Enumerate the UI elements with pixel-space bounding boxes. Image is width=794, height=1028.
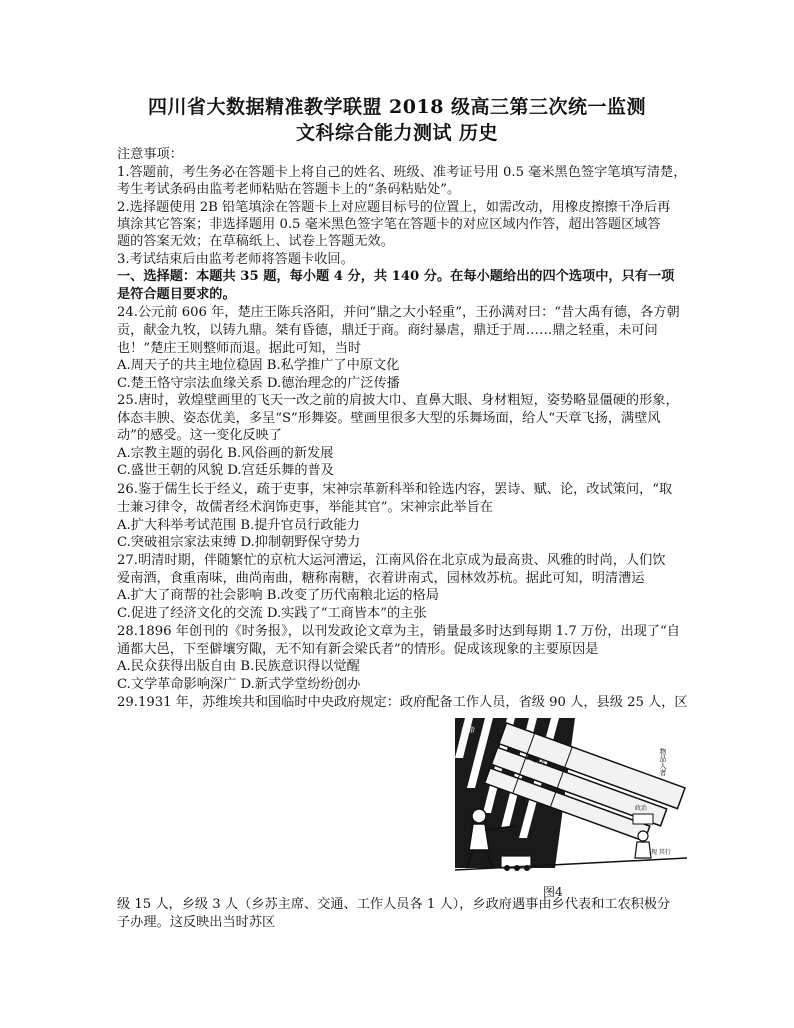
label-right-bottom: 现 其行 (651, 849, 671, 856)
exam-page: 四川省大数据精准教学联盟 2018 级高三第三次统一监测 文科综合能力测试 历史 注意事项： 1.答题前，考生务必在答题卡上将自己的姓名、班级、准考证号用 0.5 毫米黑色签字笔填写清楚， 考生考试条码由监考老师粘贴在答题卡上的“条码粘贴处”。 2.选择题使用 2B 铅笔填涂在答题卡上对应题目标号的位置上，如需改动，用橡皮擦擦干净后再 填涂其它答案；非选择题用 0.5 毫米黑色签字笔在答题卡的对应区域内作答，超出答题区域答 题的答案无效；在草稿纸上、试卷上答题无效。 3.考试结束后由监考老师将答题卡收回。 一、选择题：本题共 35 题，每小题 4 分，共 140 分。在每小题给出的四个选项中，只有一项 是符合题目要求的。 24.公元前 606 年，楚庄王陈兵洛阳，并问“鼎之大小轻重”，王孙满对曰：“昔大禹有德，各方朝 贡，献金九牧，以铸九鼎。桀有昏德，鼎迁于商。商纣暴虐，鼎迁于周……鼎之轻重，未可问 也！”楚庄王则整师而退。据此可知，当时 A.周天子的共主地位稳固 B.私学推广了中原文化 C.楚王恪守宗法血缘关系 D.德治理念的广泛传播 25.唐时，敦煌壁画里的飞天一改之前的肩披大巾、直鼻大眼、身材粗短，姿势略显僵硬的形象， 体态丰腴、姿态优美，多呈“S”形舞姿。壁画里很多大型的乐舞场面，给人“天章飞扬，满壁风 动”的感受。这一变化反映了 A.宗教主题的弱化 B.风俗画的新发展 C.盛世王朝的风貌 D.宫廷乐舞的普及 26.鉴于儒生长于经义，疏于吏事，宋神宗革新科举和铨选内容，罢诗、赋、论，改试策问，“取 士兼习律令，故儒者经术润饰吏事，举能其官”。宋神宗此举旨在 A.扩大科举考试范围 B.提升官员行政能力 C.突破祖宗家法束缚 D.抑制朝野保守势力 27.明清时期，伴随繁忙的京杭大运河漕运，江南风俗在北京成为最高贵、风雅的时尚，人们饮 爱南酒，食重南味，曲尚南曲，糖称南糖，衣着讲南式，园林效苏杭。据此可知，明清漕运 A.扩大了商帮的社会影响 B.改变了历代南粮北运的格局 C.促进了经济文化的交流 D.实践了“工商皆本”的主张 28.1896 年创刊的《时务报》，以刊发政论文章为主，销量最多时达到每期 1.7 万份，出现了“自 通都大邑，下至僻壤穷陬，无不知有新会梁氏者”的情形。促成该现象的主要原因是 A.民众获得出版自由 B.民族意识得以觉醒 C.文学革命影响深广 D.新式学堂纷纷创办 29.1931 年，苏维埃共和国临时中央政府规定：政府配备工作人员，省级 90 人，县级 25 人，区 级 15 人，乡级 3 人（乡苏主席、交通、工作人员各 1 人），乡政府遇事由乡代表和工农积极分 子办理。这反映出当时苏区 美帝 U.S.A 物品人者 政治 现 其行 图4 (0, 0, 794, 1028)
label-left: 美帝 (461, 726, 475, 734)
option-line: C.文学革命影响深广 D.新式学堂纷纷创办 (117, 677, 361, 692)
option-line: C.盛世王朝的风貌 D.宫廷乐舞的普及 (117, 463, 334, 478)
option-line: A.周天子的共主地位稳固 B.私学推广了中原文化 (117, 358, 400, 373)
note-line: 3.考试结束后由监考老师将答题卡收回。 (117, 252, 354, 267)
exam-title: 四川省大数据精准教学联盟 2018 级高三第三次统一监测 (147, 96, 647, 118)
label-right-top: 物品人者 (659, 748, 667, 776)
note-line: 填涂其它答案；非选择题用 0.5 毫米黑色签字笔在答题卡的对应区域内作答，超出答题区域答 (117, 217, 661, 232)
option-line: C.突破祖宗家法束缚 D.抑制朝野保守势力 (117, 535, 361, 550)
label-barrel: U.S.A (523, 751, 547, 768)
label-right-mid: 政治 (635, 805, 648, 812)
cartoon-figure (455, 718, 687, 888)
option-line: A.民众获得出版自由 B.民族意识得以觉醒 (117, 659, 360, 674)
note-line: 题的答案无效；在草稿纸上、试卷上答题无效。 (117, 234, 394, 249)
note-line: 考生考试条码由监考老师粘贴在答题卡上的“条码粘贴处”。 (117, 182, 461, 197)
note-line: 1.答题前，考生务必在答题卡上将自己的姓名、班级、准考证号用 0.5 毫米黑色签字笔填写清楚， (117, 165, 687, 180)
option-line: A.扩大了商帮的社会影响 B.改变了历代南粮北运的格局 (117, 588, 439, 603)
option-line: A.宗教主题的弱化 B.风俗画的新发展 (117, 446, 334, 461)
note-line: 2.选择题使用 2B 铅笔填涂在答题卡上对应题目标号的位置上，如需改动，用橡皮擦擦干净后再 (117, 200, 671, 215)
figure-caption: 图4 (543, 885, 563, 899)
option-line: C.促进了经济文化的交流 D.实践了“工商皆本”的主张 (117, 606, 427, 621)
option-line: C.楚王恪守宗法血缘关系 D.德治理念的广泛传播 (117, 376, 400, 391)
notes-heading: 注意事项： (117, 147, 183, 162)
option-line: A.扩大科举考试范围 B.提升官员行政能力 (117, 518, 360, 533)
cartoon-illustration (455, 718, 687, 888)
exam-subtitle: 文科综合能力测试 历史 (295, 122, 499, 144)
